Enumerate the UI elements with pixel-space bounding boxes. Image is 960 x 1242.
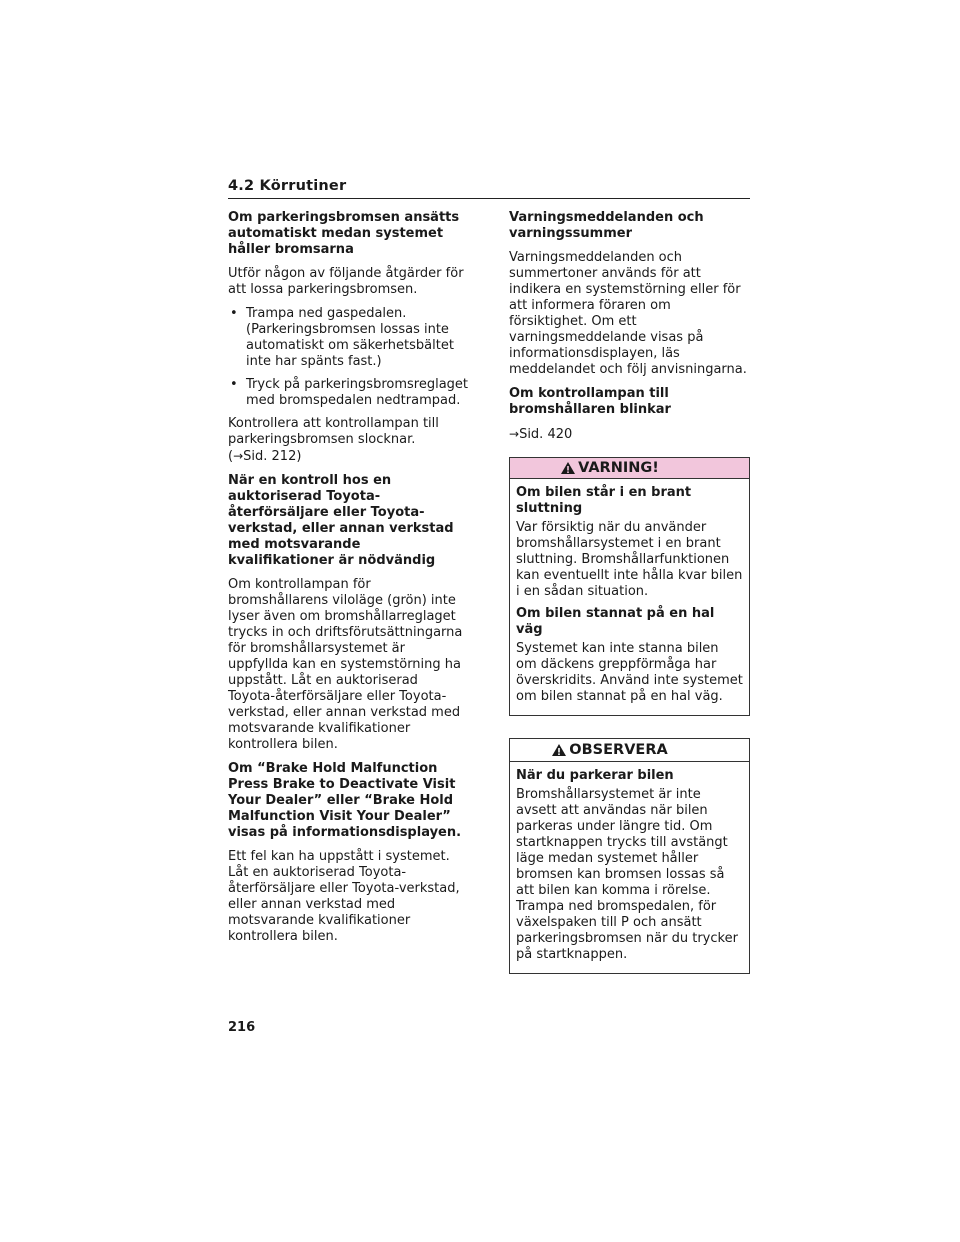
notice-title: OBSERVERA <box>569 742 668 758</box>
notice-box <box>509 738 750 974</box>
list-item <box>228 377 468 409</box>
notice-box-body <box>510 762 749 973</box>
caution-triangle-icon <box>551 743 567 757</box>
left-column <box>228 210 468 953</box>
page-reference-link[interactable]: Sid. 420 <box>519 427 573 442</box>
notice-heading: När du parkerar bilen <box>516 768 674 783</box>
paragraph: Ett fel kan ha uppstått i systemet. Låt en auktoriserad Toyota-återförsäljare eller Toyota-verkstad, eller annan verkstad med motsvarande kvalifikationer kontrollera bilen. <box>228 849 460 944</box>
right-column <box>509 210 750 974</box>
warning-box-body <box>510 479 749 715</box>
list-item-text: Tryck på parkeringsbromsreglaget med bromspedalen nedtrampad. <box>246 377 469 408</box>
reference-line <box>509 426 750 443</box>
list-item <box>228 306 468 370</box>
paragraph: Varningsmeddelanden och summertoner används för att indikera en systemstörning eller för att informera föraren om försiktighet. Om ett varningsmeddelande visas på informationsdisplayen, läs meddelandet och följ anvisningarna. <box>509 250 747 377</box>
heading-auto-parking-brake: Om parkeringsbromsen ansätts automatiskt medan systemet håller bromsarna <box>228 210 460 257</box>
warning-text: Systemet kan inte stanna bilen om däckens greppförmåga har överskridits. Använd inte systemet om bilen stannat på en hal väg. <box>516 641 743 704</box>
heading-inspection: När en kontroll hos en auktoriserad Toyota-återförsäljare eller Toyota-verkstad, eller annan verkstad med motsvarande kvalifikationer är nödvändig <box>228 473 454 568</box>
warning-text: Var försiktig när du använder bromshållarsystemet i en brant sluttning. Bromshållarfunktionen kan eventuellt inte hålla kvar bilen i en sådan situation. <box>516 520 743 599</box>
warning-box <box>509 457 750 716</box>
bullet-mark: • <box>230 306 238 321</box>
warning-triangle-icon <box>560 461 576 475</box>
warning-title: VARNING! <box>578 460 659 476</box>
warning-heading: Om bilen står i en brant sluttning <box>516 485 692 516</box>
paragraph: Om kontrollampan för bromshållarens viloläge (grön) inte lyser även om bromshållarreglaget trycks in och driftsförutsättningarna för bromshållarsystemet är uppfyllda kan en systemstörning ha uppstått. Låt en auktoriserad Toyota-återförsäljare eller Toyota-verkstad, eller annan verkstad med motsvarande kvalifikationer kontrollera bilen. <box>228 577 463 752</box>
list-item-text: Trampa ned gaspedalen. (Parkeringsbromsen lossas inte automatiskt om säkerhetsbältet inte har spänts fast.) <box>246 306 454 369</box>
heading-indicator-blinks: Om kontrollampan till bromshållaren blinkar <box>509 386 671 417</box>
heading-warning-messages: Varningsmeddelanden och varningssummer <box>509 210 704 241</box>
paragraph: Utför någon av följande åtgärder för att lossa parkeringsbromsen. <box>228 266 464 297</box>
arrow-icon: → <box>509 427 520 441</box>
page-number: 216 <box>228 1020 256 1035</box>
header-divider <box>228 198 750 199</box>
page-reference-link[interactable]: Sid. 212 <box>243 449 297 464</box>
arrow-icon: → <box>233 449 244 463</box>
heading-malfunction-message: Om “Brake Hold Malfunction Press Brake to Deactivate Visit Your Dealer” eller “Brake Hold Malfunction Visit Your Dealer” visas på informationsdisplayen. <box>228 761 462 840</box>
warning-heading: Om bilen stannat på en hal väg <box>516 606 715 637</box>
notice-box-header <box>510 739 749 762</box>
section-title: 4.2 Körrutiner <box>228 178 347 194</box>
paragraph: Kontrollera att kontrollampan till parkeringsbromsen slocknar. (→Sid. 212) <box>228 416 439 464</box>
warning-box-header <box>510 458 749 479</box>
bullet-mark: • <box>230 377 238 392</box>
notice-text: Bromshållarsystemet är inte avsett att användas när bilen parkeras under längre tid. Om startknappen trycks till avstängt läge medan systemet håller bromsen kan bromsen lossas så att bilen kan komma i rörelse. Trampa ned bromspedalen, för växelspaken till P och ansätt parkeringsbromsen när du trycker på startknappen. <box>516 787 738 962</box>
paragraph-text: Kontrollera att kontrollampan till parkeringsbromsen slocknar. <box>228 416 439 447</box>
